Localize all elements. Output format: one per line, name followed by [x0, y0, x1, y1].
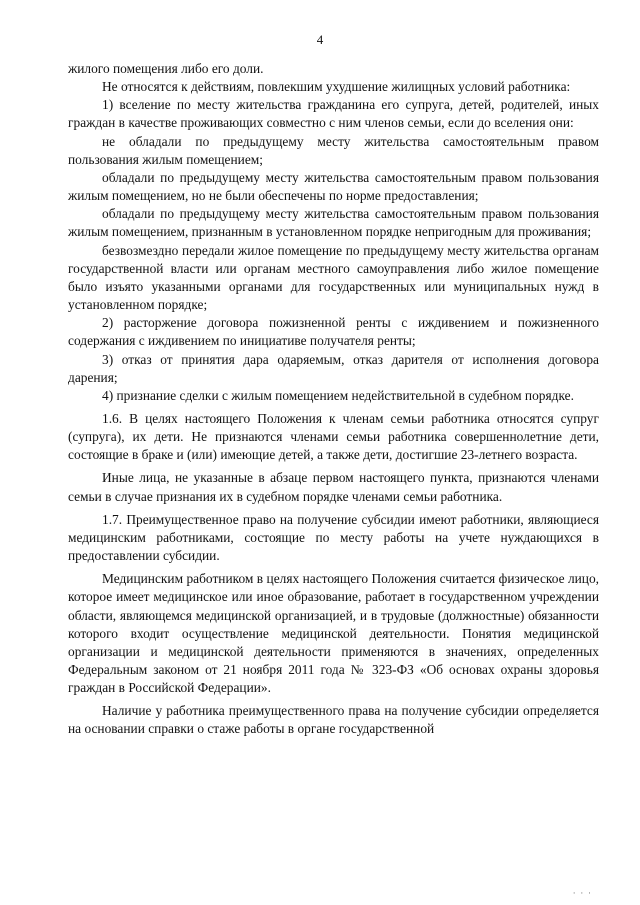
paragraph: Наличие у работника преимущественного права на получение субсидии определяется на основании справки о стаже работы в органе государственной [68, 703, 599, 737]
paragraph: жилого помещения либо его доли. [68, 61, 264, 76]
page-number: 4 [316, 32, 324, 47]
paragraph: обладали по предыдущему месту жительства самостоятельным правом пользования жилым помещением, но не были обеспечены по норме предоставления; [68, 169, 599, 204]
paragraph: безвозмездно передали жилое помещение по предыдущему месту жительства органам государственной власти или органам местного самоуправления либо жилое помещение было изъято указанными органами для государственных или муниципальных нужд в установленном порядке; [68, 242, 599, 313]
list-item: 3) отказ от принятия дара одаряемым, отказ дарителя от исполнения договора дарения; [68, 351, 599, 385]
paragraph: Не относятся к действиям, повлекшим ухудшение жилищных условий работника: [102, 79, 571, 95]
list-item: 4) признание сделки с жилым помещением недействительной в судебном порядке. [102, 387, 574, 403]
list-item: 1) вселение по месту жительства гражданина его супруга, детей, родителей, иных граждан в качестве проживающих совместно с ним членов семьи, если до вселения они: [68, 97, 599, 131]
list-item: 2) расторжение договора пожизненной ренты с иждивением и пожизненного содержания с иждивением по инициативе получателя ренты; [68, 315, 599, 349]
scan-mark: · · · [572, 889, 592, 899]
paragraph: Медицинским работником в целях настоящего Положения считается физическое лицо, которое имеет медицинское или иное образование, работает в государственном учреждении области, являющемся медицинской организацией, и в трудовые (должностные) обязанности которого входит осуществление медицинской деятельности. Понятия медицинской организации и медицинской деятельности применяются в значениях, определенных Федеральным законом от 21 ноября 2011 года № 323-ФЗ «Об основах охраны здоровья граждан в Российской Федерации». [68, 571, 599, 696]
document-body [68, 60, 599, 739]
paragraph: обладали по предыдущему месту жительства самостоятельным правом пользования жилым помещением, признанным в установленном порядке непригодным для проживания; [68, 206, 599, 240]
section-paragraph: 1.7. Преимущественное право на получение субсидии имеют работники, являющиеся медицинским работниками, состоящие по месту работы на учете нуждающихся в предоставлении субсидии. [68, 511, 599, 564]
section-paragraph: 1.6. В целях настоящего Положения к членам семьи работника относятся супруг (супруга), их дети. Не признаются членами семьи работника совершеннолетние дети, состоящие в браке и (или) имеющие детей, а также дети, достигшие 23-летнего возраста. [68, 410, 599, 463]
paragraph: Иные лица, не указанные в абзаце первом настоящего пункта, признаются членами семьи в случае признания их в судебном порядке членами семьи работника. [68, 470, 599, 504]
paragraph: не обладали по предыдущему месту жительства самостоятельным правом пользования жилым помещением; [68, 133, 599, 167]
